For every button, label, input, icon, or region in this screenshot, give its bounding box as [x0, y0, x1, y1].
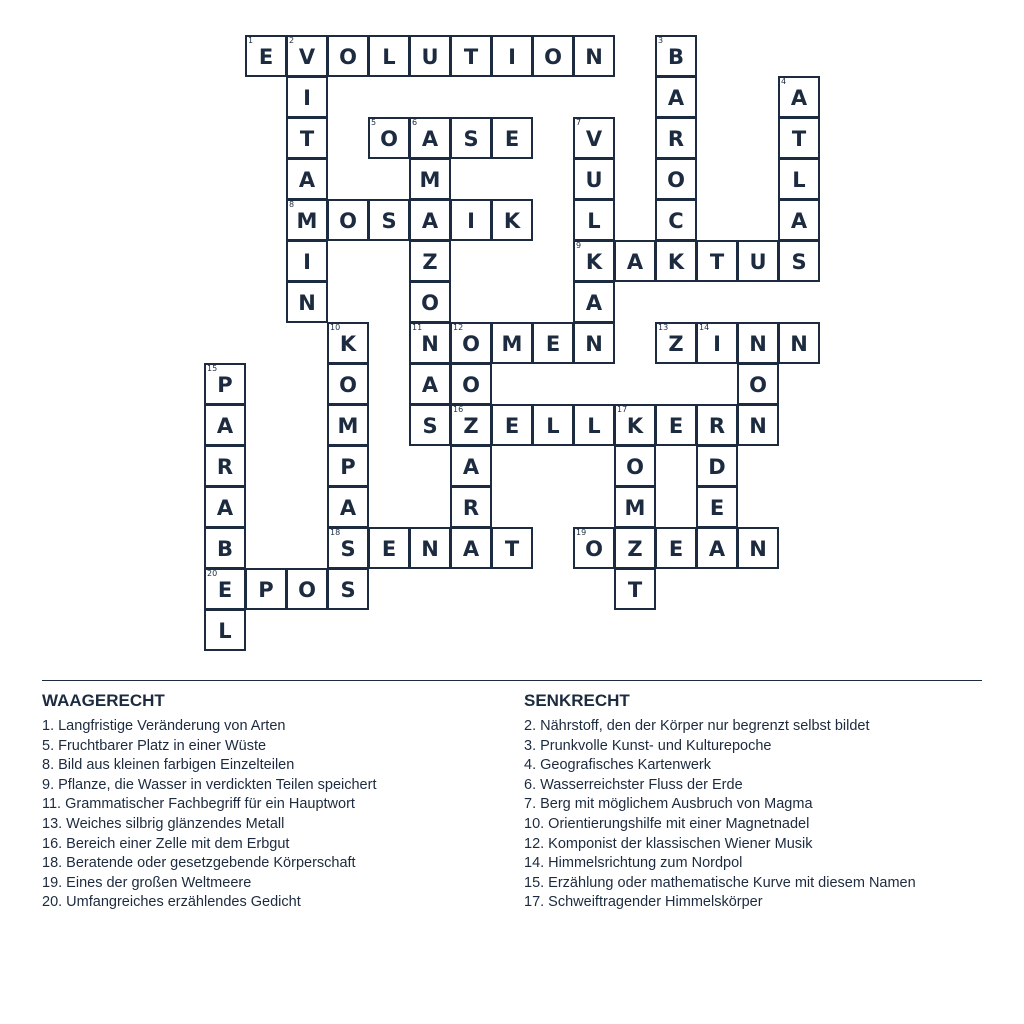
down-clue: 15. Erzählung oder mathematische Kurve mit diesem Namen — [524, 874, 916, 891]
cell-letter: O — [339, 45, 357, 69]
crossword-cell[interactable] — [204, 609, 246, 651]
cell-letter: B — [216, 537, 233, 561]
divider — [42, 680, 982, 681]
cell-letter: I — [713, 332, 721, 356]
down-clue: 12. Komponist der klassischen Wiener Musik — [524, 835, 813, 852]
crossword-cell[interactable] — [696, 240, 738, 282]
crossword-cell[interactable] — [204, 568, 246, 610]
crossword-cell[interactable] — [532, 322, 574, 364]
down-clue-list — [524, 717, 964, 913]
cell-letter: K — [503, 209, 521, 233]
across-clue: 18. Beratende oder gesetzgebende Körperschaft — [42, 855, 356, 872]
across-clue: 9. Pflanze, die Wasser in verdickten Teilen speichert — [42, 776, 377, 793]
crossword-cell[interactable] — [204, 486, 246, 528]
cell-letter: L — [546, 414, 560, 438]
cell-letter: T — [299, 127, 315, 151]
across-clue: 13. Weiches silbrig glänzendes Metall — [42, 815, 285, 832]
crossword-cell[interactable] — [573, 404, 615, 446]
crossword-cell[interactable] — [614, 240, 656, 282]
cell-letter: E — [381, 537, 397, 561]
crossword-cell[interactable] — [491, 199, 533, 241]
across-clue: 8. Bild aus kleinen farbigen Einzelteilen — [42, 757, 295, 774]
clue-number: 13 — [658, 323, 669, 332]
crossword-cell[interactable] — [614, 568, 656, 610]
cell-letter: A — [585, 291, 603, 315]
crossword-cell[interactable] — [614, 527, 656, 569]
crossword-cell[interactable] — [778, 322, 820, 364]
clue-number: 5 — [371, 118, 377, 127]
crossword-cell[interactable] — [286, 281, 328, 323]
crossword-cell[interactable] — [696, 527, 738, 569]
crossword-cell[interactable] — [655, 240, 697, 282]
clue-number: 4 — [781, 77, 787, 86]
across-clue: 11. Grammatischer Fachbegriff für ein Hauptwort — [42, 796, 355, 813]
cell-letter: A — [298, 168, 316, 192]
down-clue: 6. Wasserreichster Fluss der Erde — [524, 776, 743, 793]
cell-letter: I — [467, 209, 475, 233]
cell-letter: N — [298, 291, 316, 315]
crossword-cell[interactable] — [573, 199, 615, 241]
clue-number: 12 — [453, 323, 464, 332]
crossword-cell[interactable] — [655, 404, 697, 446]
crossword-cell[interactable] — [368, 117, 410, 159]
crossword-cell[interactable] — [491, 35, 533, 77]
crossword-cell[interactable] — [286, 117, 328, 159]
crossword-cell[interactable] — [327, 322, 369, 364]
across-clue-list — [42, 717, 482, 913]
crossword-cell[interactable] — [286, 35, 328, 77]
cell-letter: N — [790, 332, 808, 356]
down-clue: 10. Orientierungshilfe mit einer Magnetnadel — [524, 815, 810, 832]
clue-number: 10 — [330, 323, 341, 332]
cell-letter: E — [504, 127, 520, 151]
crossword-cell[interactable] — [737, 363, 779, 405]
cell-letter: N — [585, 45, 603, 69]
cell-letter: O — [544, 45, 562, 69]
cell-letter: N — [749, 537, 767, 561]
cell-letter: T — [791, 127, 807, 151]
crossword-cell[interactable] — [286, 158, 328, 200]
cell-letter: V — [298, 45, 316, 69]
clue-number: 11 — [412, 323, 423, 332]
cell-letter: A — [339, 496, 357, 520]
crossword-cell[interactable] — [573, 322, 615, 364]
cell-letter: D — [708, 455, 726, 479]
crossword-cell[interactable] — [491, 322, 533, 364]
cell-letter: O — [462, 332, 480, 356]
crossword-cell[interactable] — [409, 240, 451, 282]
cell-letter: E — [258, 45, 274, 69]
cell-letter: I — [303, 250, 311, 274]
crossword-cell[interactable] — [614, 445, 656, 487]
crossword-cell[interactable] — [573, 35, 615, 77]
crossword-cell[interactable] — [245, 568, 287, 610]
cell-letter: A — [708, 537, 726, 561]
crossword-cell[interactable] — [409, 199, 451, 241]
crossword-cell[interactable] — [532, 35, 574, 77]
down-clue: 7. Berg mit möglichem Ausbruch von Magma — [524, 796, 813, 813]
cell-letter: O — [298, 578, 316, 602]
cell-letter: S — [463, 127, 479, 151]
crossword-cell[interactable] — [450, 199, 492, 241]
clue-number: 1 — [248, 36, 254, 45]
cell-letter: Z — [668, 332, 684, 356]
crossword-cell[interactable] — [409, 322, 451, 364]
cell-letter: U — [749, 250, 767, 274]
crossword-cell[interactable] — [327, 527, 369, 569]
crossword-cell[interactable] — [327, 404, 369, 446]
crossword-cell[interactable] — [655, 527, 697, 569]
cell-letter: K — [626, 414, 644, 438]
clue-number: 17 — [617, 405, 628, 414]
cell-letter: R — [708, 414, 726, 438]
cell-letter: S — [340, 578, 356, 602]
crossword-cell[interactable] — [614, 486, 656, 528]
crossword-cell[interactable] — [204, 404, 246, 446]
cell-letter: A — [462, 455, 480, 479]
cell-letter: O — [626, 455, 644, 479]
crossword-cell[interactable] — [286, 76, 328, 118]
across-clues-section — [42, 690, 482, 913]
crossword-cell[interactable] — [655, 322, 697, 364]
crossword-cell[interactable] — [655, 158, 697, 200]
cell-letter: A — [626, 250, 644, 274]
cell-letter: C — [668, 209, 684, 233]
cell-letter: P — [258, 578, 274, 602]
crossword-cell[interactable] — [778, 240, 820, 282]
cell-letter: M — [419, 168, 441, 192]
cell-letter: Z — [463, 414, 479, 438]
crossword-cell[interactable] — [327, 486, 369, 528]
cell-letter: P — [340, 455, 356, 479]
crossword-cell[interactable] — [245, 35, 287, 77]
cell-letter: M — [296, 209, 318, 233]
down-heading: SENKRECHT — [524, 691, 630, 710]
cell-letter: L — [587, 209, 601, 233]
cell-letter: T — [504, 537, 520, 561]
cell-letter: M — [501, 332, 523, 356]
crossword-cell[interactable] — [409, 527, 451, 569]
crossword-cell[interactable] — [737, 527, 779, 569]
crossword-cell[interactable] — [655, 117, 697, 159]
cell-letter: O — [462, 373, 480, 397]
across-heading: WAAGERECHT — [42, 691, 165, 710]
clue-number: 3 — [658, 36, 664, 45]
across-clue: 1. Langfristige Veränderung von Arten — [42, 718, 286, 734]
crossword-cell[interactable] — [573, 117, 615, 159]
crossword-cell[interactable] — [368, 35, 410, 77]
crossword-cell[interactable] — [778, 199, 820, 241]
crossword-cell[interactable] — [368, 199, 410, 241]
cell-letter: O — [339, 209, 357, 233]
cell-letter: A — [667, 86, 685, 110]
crossword-cell[interactable] — [491, 527, 533, 569]
cell-letter: U — [585, 168, 603, 192]
clue-number: 2 — [289, 36, 295, 45]
crossword-cell[interactable] — [409, 35, 451, 77]
clue-number: 9 — [576, 241, 582, 250]
crossword-cell[interactable] — [450, 486, 492, 528]
cell-letter: A — [216, 496, 234, 520]
clue-number: 8 — [289, 200, 295, 209]
across-clue: 19. Eines der großen Weltmeere — [42, 874, 252, 891]
crossword-cell[interactable] — [696, 445, 738, 487]
cell-letter: K — [339, 332, 357, 356]
clue-number: 20 — [207, 569, 218, 578]
cell-letter: E — [668, 414, 684, 438]
cell-letter: E — [709, 496, 725, 520]
crossword-cell[interactable] — [450, 117, 492, 159]
cell-letter: S — [340, 537, 356, 561]
cell-letter: S — [381, 209, 397, 233]
crossword-cell[interactable] — [737, 404, 779, 446]
crossword-cell[interactable] — [327, 445, 369, 487]
cell-letter: I — [303, 86, 311, 110]
down-clue: 14. Himmelsrichtung zum Nordpol — [524, 855, 743, 872]
cell-letter: A — [462, 537, 480, 561]
crossword-cell[interactable] — [450, 363, 492, 405]
crossword-cell[interactable] — [573, 158, 615, 200]
clue-number: 18 — [330, 528, 341, 537]
cell-letter: K — [585, 250, 603, 274]
cell-letter: P — [217, 373, 233, 397]
cell-letter: E — [668, 537, 684, 561]
crossword-cell[interactable] — [409, 363, 451, 405]
crossword-cell[interactable] — [696, 322, 738, 364]
crossword-cell[interactable] — [368, 527, 410, 569]
cell-letter: S — [422, 414, 438, 438]
clue-number: 15 — [207, 364, 218, 373]
cell-letter: L — [382, 45, 396, 69]
cell-letter: T — [463, 45, 479, 69]
crossword-cell[interactable] — [204, 363, 246, 405]
cell-letter: E — [545, 332, 561, 356]
crossword-cell[interactable] — [491, 117, 533, 159]
clue-number: 19 — [576, 528, 587, 537]
cell-letter: L — [792, 168, 806, 192]
cell-letter: K — [667, 250, 685, 274]
crossword-cell[interactable] — [409, 404, 451, 446]
crossword-cell[interactable] — [491, 404, 533, 446]
crossword-cell[interactable] — [573, 281, 615, 323]
down-clue: 2. Nährstoff, den der Körper nur begrenzt selbst bildet — [524, 718, 870, 734]
crossword-cell[interactable] — [286, 240, 328, 282]
cell-letter: U — [421, 45, 439, 69]
clue-number: 14 — [699, 323, 710, 332]
cell-letter: O — [667, 168, 685, 192]
cell-letter: O — [380, 127, 398, 151]
cell-letter: R — [462, 496, 480, 520]
cell-letter: M — [337, 414, 359, 438]
crossword-cell[interactable] — [327, 199, 369, 241]
crossword-cell[interactable] — [655, 76, 697, 118]
cell-letter: T — [627, 578, 643, 602]
cell-letter: O — [585, 537, 603, 561]
crossword-cell[interactable] — [737, 322, 779, 364]
down-clue: 4. Geografisches Kartenwerk — [524, 757, 711, 774]
crossword-cell[interactable] — [327, 35, 369, 77]
cell-letter: L — [218, 619, 232, 643]
crossword-cell[interactable] — [778, 76, 820, 118]
crossword-cell[interactable] — [614, 404, 656, 446]
crossword-cell[interactable] — [327, 568, 369, 610]
cell-letter: N — [749, 332, 767, 356]
crossword-cell[interactable] — [655, 199, 697, 241]
cell-letter: M — [624, 496, 646, 520]
crossword-cell[interactable] — [204, 527, 246, 569]
crossword-cell[interactable] — [286, 568, 328, 610]
crossword-cell[interactable] — [409, 158, 451, 200]
cell-letter: N — [749, 414, 767, 438]
across-clue: 5. Fruchtbarer Platz in einer Wüste — [42, 737, 267, 754]
across-clue: 16. Bereich einer Zelle mit dem Erbgut — [42, 835, 290, 852]
cell-letter: A — [790, 86, 808, 110]
cell-letter: E — [217, 578, 233, 602]
crossword-cell[interactable] — [327, 363, 369, 405]
cell-letter: Z — [422, 250, 438, 274]
cell-letter: E — [504, 414, 520, 438]
crossword-cell[interactable] — [532, 404, 574, 446]
cell-letter: N — [585, 332, 603, 356]
cell-letter: O — [749, 373, 767, 397]
cell-letter: Z — [627, 537, 643, 561]
cell-letter: A — [421, 209, 439, 233]
crossword-cell[interactable] — [286, 199, 328, 241]
cell-letter: T — [709, 250, 725, 274]
cell-letter: O — [339, 373, 357, 397]
crossword-cell[interactable] — [450, 404, 492, 446]
crossword-cell[interactable] — [409, 117, 451, 159]
cell-letter: B — [667, 45, 684, 69]
crossword-cell[interactable] — [204, 445, 246, 487]
crossword-cell[interactable] — [450, 527, 492, 569]
clue-number: 7 — [576, 118, 582, 127]
cell-letter: N — [421, 537, 439, 561]
across-clue: 20. Umfangreiches erzählendes Gedicht — [42, 894, 301, 911]
crossword-cell[interactable] — [450, 35, 492, 77]
cell-letter: L — [587, 414, 601, 438]
crossword-cell[interactable] — [696, 404, 738, 446]
cell-letter: A — [421, 127, 439, 151]
cell-letter: R — [216, 455, 234, 479]
cell-letter: V — [585, 127, 603, 151]
cell-letter: A — [790, 209, 808, 233]
clue-number: 6 — [412, 118, 418, 127]
crossword-cell[interactable] — [778, 158, 820, 200]
clue-number: 16 — [453, 405, 464, 414]
down-clues-section — [524, 690, 964, 913]
crossword-cell[interactable] — [573, 527, 615, 569]
cell-letter: S — [791, 250, 807, 274]
crossword-cell[interactable] — [573, 240, 615, 282]
crossword-cell[interactable] — [450, 445, 492, 487]
cell-letter: A — [216, 414, 234, 438]
cell-letter: I — [508, 45, 516, 69]
cell-letter: O — [421, 291, 439, 315]
crossword-cell[interactable] — [450, 322, 492, 364]
crossword-cell[interactable] — [778, 117, 820, 159]
crossword-cell[interactable] — [737, 240, 779, 282]
cell-letter: N — [421, 332, 439, 356]
crossword-cell[interactable] — [696, 486, 738, 528]
down-clue: 3. Prunkvolle Kunst- und Kulturepoche — [524, 737, 772, 754]
cell-letter: A — [421, 373, 439, 397]
down-clue: 17. Schweiftragender Himmelskörper — [524, 894, 763, 911]
crossword-cell[interactable] — [409, 281, 451, 323]
cell-letter: R — [667, 127, 685, 151]
crossword-cell[interactable] — [655, 35, 697, 77]
